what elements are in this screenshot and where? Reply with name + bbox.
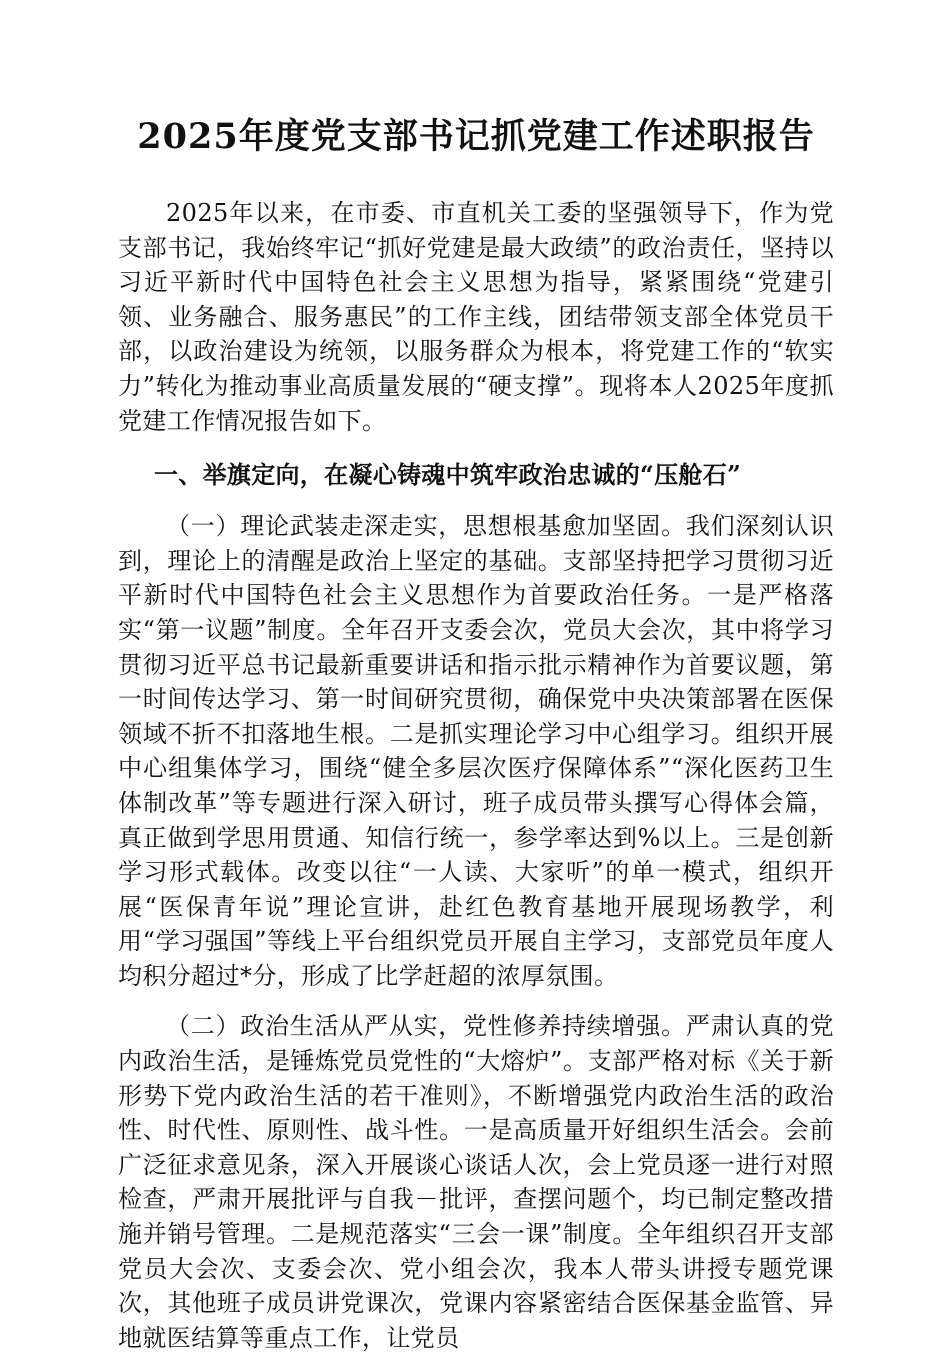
- intro-paragraph: 2025年以来，在市委、市直机关工委的坚强领导下，作为党支部书记，我始终牢记“抓好党建是最大政绩”的政治责任，坚持以习近平新时代中国特色社会主义思想为指导，紧紧围绕“党建引领、业务融合、服务惠民”的工作主线，团结带领支部全体党员干部，以政治建设为统领，以服务群众为根本，将党建工作的“软实力”转化为推动事业高质量发展的“硬支撑”。现将本人2025年度抓党建工作情况报告如下。: [118, 199, 834, 435]
- document-page: [118, 112, 834, 1355]
- document-title: 2025年度党支部书记抓党建工作述职报告: [137, 116, 815, 157]
- paragraph-theory-study: （一）理论武装走深走实，思想根基愈加坚固。我们深刻认识到，理论上的清醒是政治上坚定的基础。支部坚持把学习贯彻习近平新时代中国特色社会主义思想作为首要政治任务。一是严格落实“第一议题”制度。全年召开支委会次，党员大会次，其中将学习贯彻习近平总书记最新重要讲话和指示批示精神作为首要议题，第一时间传达学习、第一时间研究贯彻，确保党中央决策部署在医保领域不折不扣落地生根。二是抓实理论学习中心组学习。组织开展中心组集体学习，围绕“健全多层次医疗保障体系”“深化医药卫生体制改革”等专题进行深入研讨，班子成员带头撰写心得体会篇，真正做到学思用贯通、知信行统一，参学率达到%以上。三是创新学习形式载体。改变以往“一人读、大家听”的单一模式，组织开展“医保青年说”理论宣讲，赴红色教育基地开展现场教学，利用“学习强国”等线上平台组织党员开展自主学习，支部党员年度人均积分超过*分，形成了比学赶超的浓厚氛围。: [118, 512, 834, 990]
- section-heading-1: 一、举旗定向，在凝心铸魂中筑牢政治忠诚的“压舱石”: [154, 460, 742, 490]
- paragraph-political-life: （二）政治生活从严从实，党性修养持续增强。严肃认真的党内政治生活，是锤炼党员党性的“大熔炉”。支部严格对标《关于新形势下党内政治生活的若干准则》，不断增强党内政治生活的政治性、时代性、原则性、战斗性。一是高质量开好组织生活会。会前广泛征求意见条，深入开展谈心谈话人次，会上党员逐一进行对照检查，严肃开展批评与自我－批评，查摆问题个，均已制定整改措施并销号管理。二是规范落实“三会一课”制度。全年组织召开支部党员大会次、支委会次、党小组会次，我本人带头讲授专题党课次，其他班子成员讲党课次，党课内容紧密结合医保基金监管、异地就医结算等重点工作，让党员: [118, 1012, 834, 1352]
